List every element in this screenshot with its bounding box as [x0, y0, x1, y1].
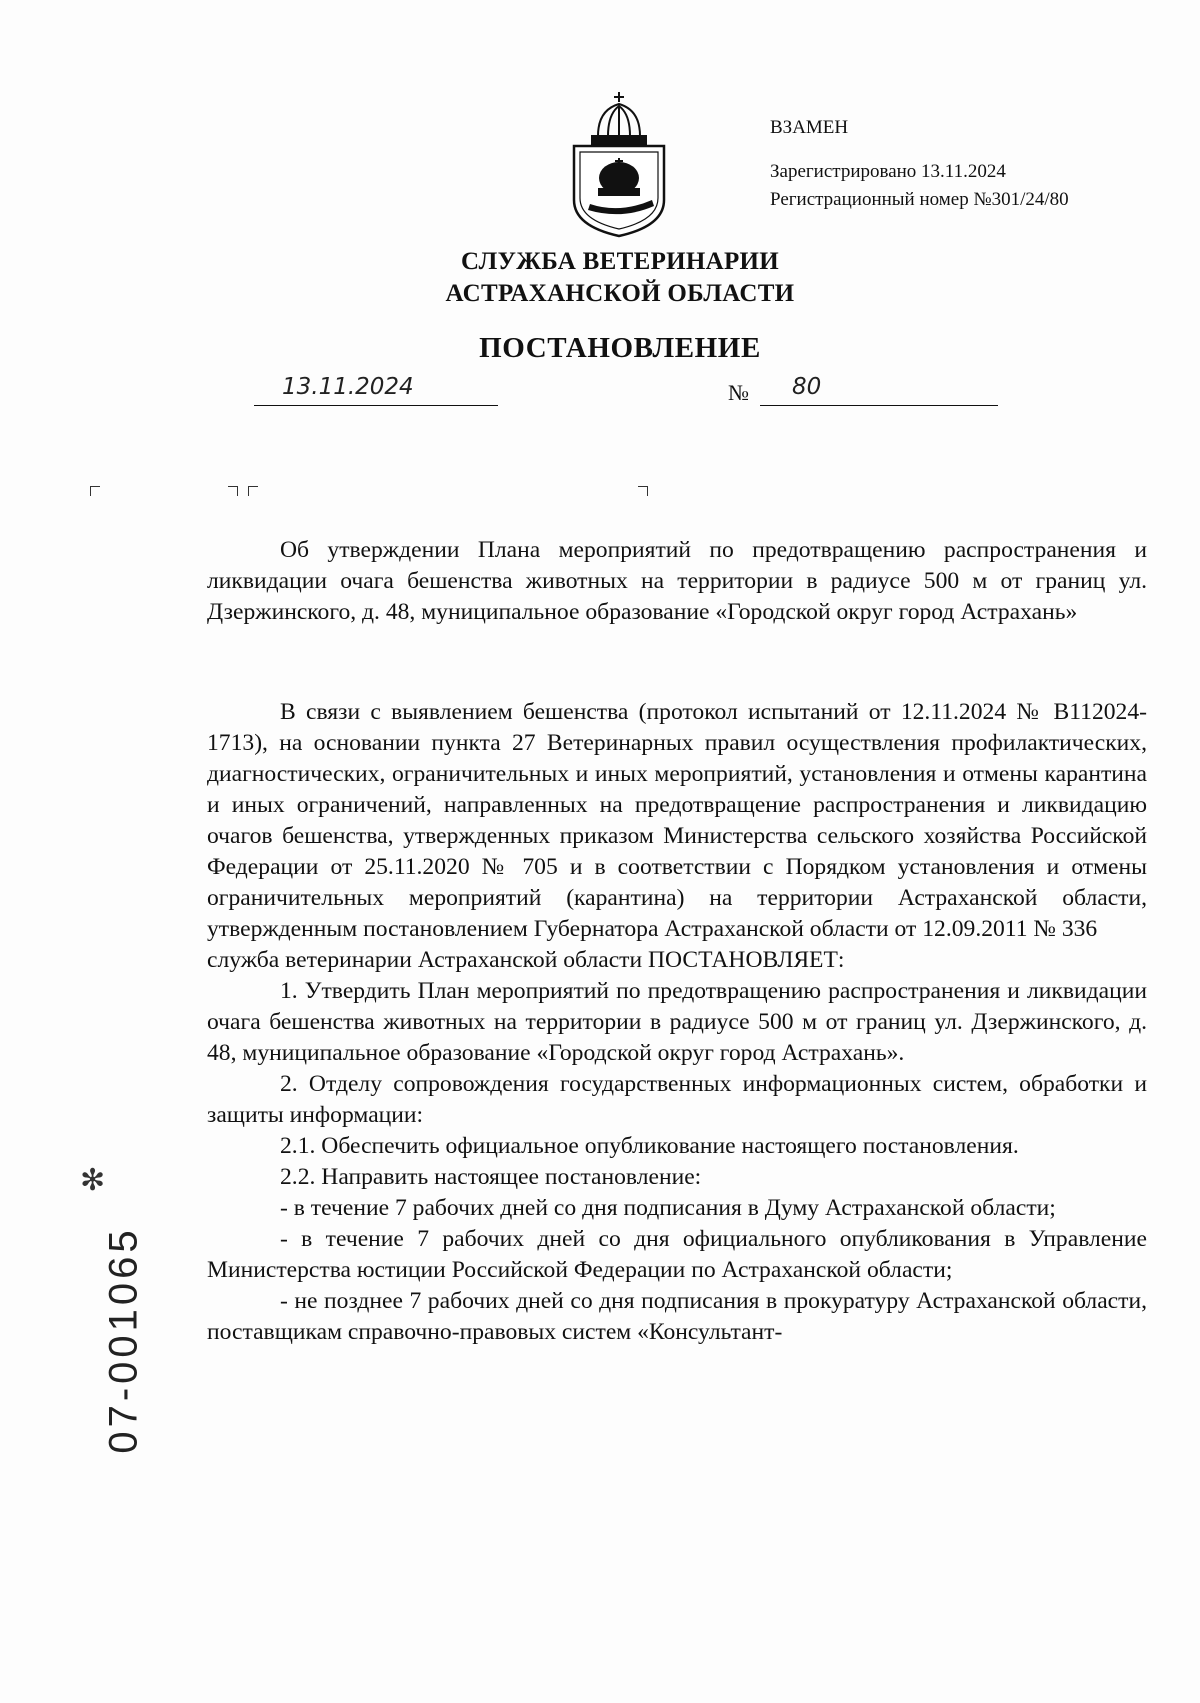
replace-mark: ВЗАМЕН — [770, 117, 849, 138]
document-title — [207, 535, 1147, 628]
item-2-2: 2.2. Направить настоящее постановление: — [280, 1164, 702, 1190]
corner-mark — [248, 486, 258, 496]
dash-item-1: - в течение 7 рабочих дней со дня подписания в Думу Астраханской области; — [280, 1195, 1056, 1221]
registration-date: Зарегистрировано 13.11.2024 — [770, 161, 1006, 182]
resolution-line: служба ветеринарии Астраханской области ПОСТАНОВЛЯЕТ: — [207, 947, 845, 973]
item-2-1: 2.1. Обеспечить официальное опубликование настоящего постановления. — [280, 1133, 1019, 1159]
registration-number: Регистрационный номер №301/24/80 — [770, 189, 1069, 210]
org-line-2: АСТРАХАНСКОЙ ОБЛАСТИ — [445, 280, 795, 307]
asterisk-icon: ✻ — [80, 1163, 106, 1198]
document-number: 80 — [792, 374, 822, 400]
dash-item-2: - в течение 7 рабочих дней со дня официального опубликования в Управление Министерства юстиции Российской Федерации по Астраханской области; — [207, 1226, 1147, 1283]
number-label: № — [728, 380, 749, 405]
item-2: 2. Отделу сопровождения государственных информационных систем, обработки и защиты информации: — [207, 1071, 1147, 1128]
coat-of-arms-icon — [568, 88, 670, 238]
document-body — [207, 697, 1147, 1348]
corner-mark — [228, 486, 238, 496]
preamble: В связи с выявлением бешенства (протокол испытаний от 12.11.2024 № В112024-1713), на основании пункта 27 Ветеринарных правил осуществления профилактических, диагностических, ограничительных и иных мероприятий, установления и отмены карантина и иных ограничений, направленных на предотвращение распространения и ликвидацию очагов бешенства, утвержденных приказом Министерства сельского хозяйства Российской Федерации от 25.11.2020 № 705 и в соответствии с Порядком установления и отмены ограничительных мероприятий (карантина) на территории Астраханской области, утвержденным постановлением Губернатора Астраханской области от 12.09.2011 № 336 — [207, 699, 1147, 942]
corner-mark — [90, 486, 100, 496]
title-text: Об утверждении Плана мероприятий по предотвращению распространения и ликвидации очага бешенства животных на территории в радиусе 500 м от границ ул. Дзержинского, д. 48, муниципальное образование «Городской округ город Астрахань» — [207, 537, 1147, 625]
dash-item-3: - не позднее 7 рабочих дней со дня подписания в прокуратуру Астраханской области, поставщикам справочно-правовых систем «Консультант- — [207, 1288, 1147, 1345]
document-type: ПОСТАНОВЛЕНИЕ — [479, 332, 761, 364]
org-line-1: СЛУЖБА ВЕТЕРИНАРИИ — [460, 248, 780, 275]
registration-stamp — [770, 114, 1069, 214]
side-registration-code: 07-001065 — [101, 1226, 146, 1454]
organization-name — [0, 246, 1200, 310]
corner-mark — [638, 486, 648, 496]
item-1: 1. Утвердить План мероприятий по предотвращению распространения и ликвидации очага бешенства животных на территории в радиусе 500 м от границ ул. Дзержинского, д. 48, муниципальное образование «Городской округ город Астрахань». — [207, 978, 1147, 1066]
document-date: 13.11.2024 — [282, 374, 414, 400]
